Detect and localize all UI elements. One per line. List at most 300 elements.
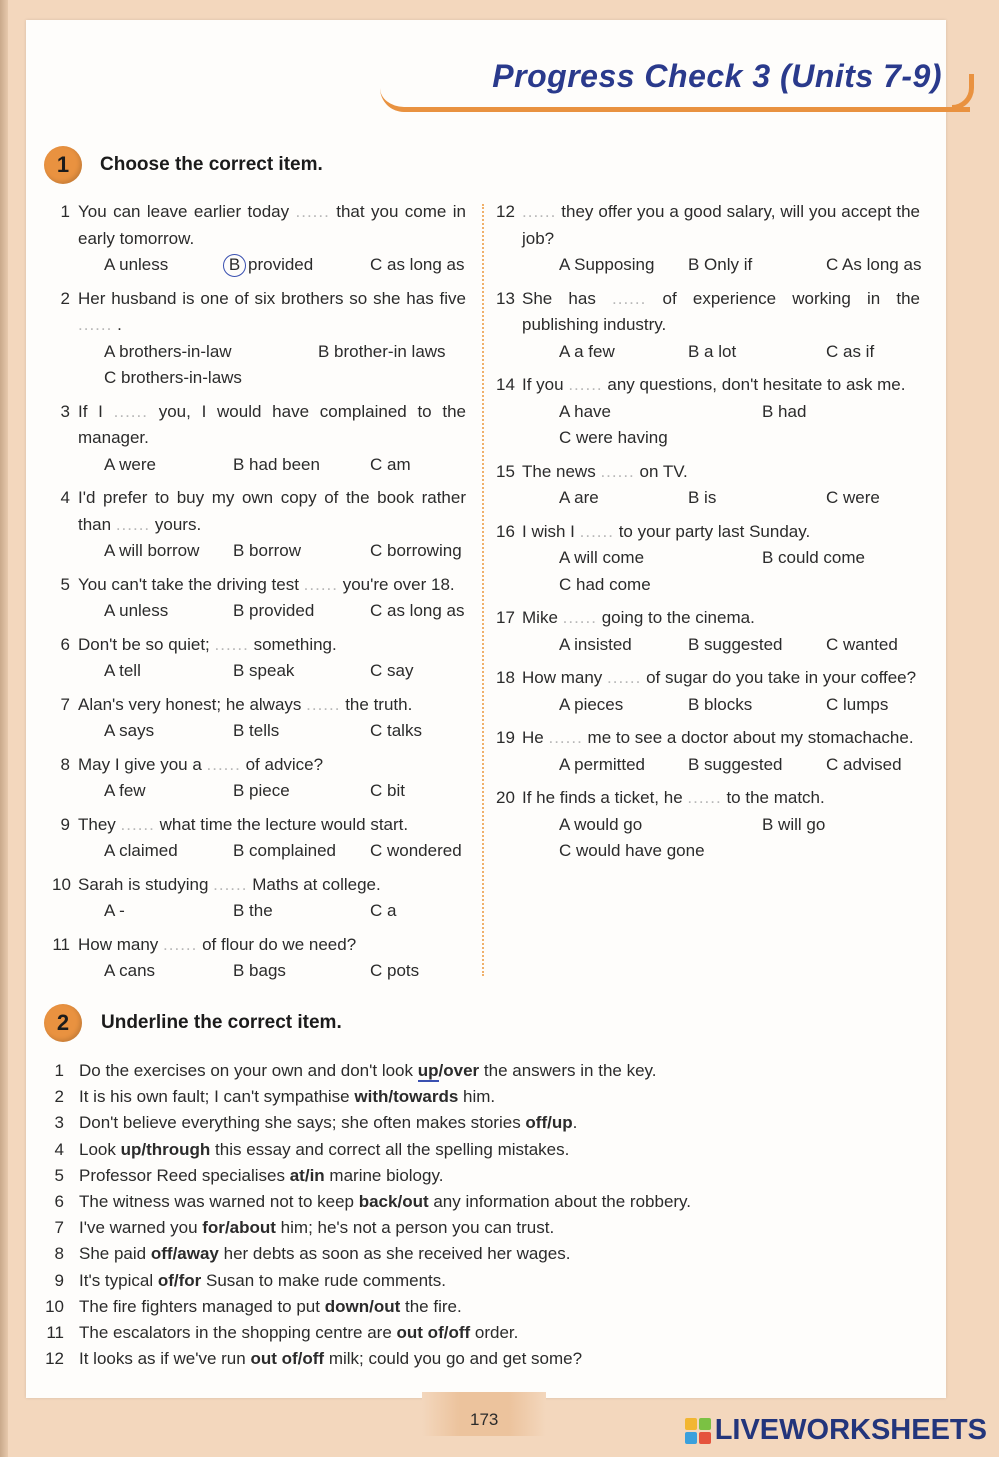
- choice-option-b[interactable]: off: [448, 1323, 471, 1343]
- option-c[interactable]: C wanted: [826, 634, 898, 654]
- sentence-text: Susan to make rude comments.: [201, 1270, 447, 1290]
- choice-option-b[interactable]: through: [146, 1139, 211, 1159]
- item-number: 12: [45, 1349, 64, 1369]
- sentence-text: The fire fighters managed to put: [79, 1296, 325, 1316]
- choice-option-a[interactable]: off: [525, 1113, 548, 1133]
- option-c[interactable]: C brothers-in-laws: [104, 368, 242, 387]
- option-b[interactable]: B suggested: [688, 754, 783, 774]
- option-a[interactable]: A will come: [559, 548, 645, 567]
- list-item: [44, 1058, 904, 1084]
- option-b[interactable]: B could come: [762, 548, 865, 567]
- question-number: 15: [496, 461, 515, 481]
- option-a[interactable]: A brothers-in-law: [104, 341, 232, 361]
- sentence-text: milk; could you go and get some?: [324, 1349, 583, 1369]
- option-c[interactable]: C as if: [826, 341, 875, 361]
- section-2-list: [44, 1058, 904, 1372]
- sentence-text: Professor Reed specialises: [79, 1165, 290, 1185]
- choice-option-a[interactable]: for: [202, 1218, 225, 1238]
- question-text: [78, 752, 466, 779]
- question-item: [52, 632, 466, 685]
- option-c[interactable]: C am: [370, 454, 411, 474]
- list-item: [44, 1268, 904, 1294]
- question-text-part: of experience working in the publishing industry.: [522, 288, 921, 334]
- item-number: 9: [54, 1270, 64, 1290]
- question-item: [52, 199, 466, 279]
- question-number: 19: [496, 728, 515, 747]
- list-item: [44, 1294, 904, 1320]
- item-number: 7: [54, 1218, 64, 1238]
- option-a[interactable]: A insisted: [559, 634, 632, 654]
- option-a[interactable]: A says: [104, 721, 155, 740]
- choice-option-b[interactable]: for: [178, 1270, 202, 1290]
- sentence-text: I've warned you: [79, 1218, 203, 1238]
- option-a[interactable]: A pieces: [559, 694, 624, 714]
- option-a[interactable]: A cans: [104, 961, 156, 980]
- sentence-text: It is his own fault; I can't sympathise: [79, 1087, 355, 1107]
- option-c[interactable]: C bit: [370, 781, 405, 800]
- answer-blank[interactable]: ......: [687, 788, 722, 807]
- option-b[interactable]: B had been: [233, 454, 320, 474]
- question-item: [496, 665, 920, 718]
- option-c[interactable]: C borrowing: [370, 541, 462, 560]
- question-text-part: me to see a doctor about my stomachache.: [582, 728, 914, 747]
- options-row: [522, 812, 920, 839]
- options-row: [78, 898, 466, 925]
- options-row: [522, 572, 920, 599]
- question-number: 10: [52, 874, 71, 894]
- choice-option-a[interactable]: up: [120, 1139, 142, 1159]
- section-2-heading: Underline the correct item.: [101, 1012, 342, 1033]
- choice-option-a[interactable]: at: [289, 1165, 305, 1185]
- option-c[interactable]: C had come: [559, 574, 651, 594]
- question-number: 20: [496, 788, 515, 807]
- question-text-part: any questions, don't hesitate to ask me.: [602, 375, 906, 394]
- option-c[interactable]: C as long as: [370, 601, 465, 620]
- question-text-part: I'd prefer to buy my own copy of the book rather than: [78, 488, 466, 534]
- answer-blank[interactable]: ......: [115, 514, 151, 534]
- question-text: [78, 932, 466, 959]
- question-item: [52, 752, 466, 805]
- option-c[interactable]: C As long as: [826, 255, 922, 274]
- choice-option-b[interactable]: off: [302, 1349, 325, 1369]
- options-row: [522, 425, 920, 452]
- question-item: [52, 286, 466, 392]
- option-c[interactable]: C wondered: [370, 841, 462, 860]
- question-text: [78, 812, 466, 839]
- answer-blank[interactable]: ......: [306, 694, 341, 714]
- question-text: [78, 692, 466, 719]
- options-row: [78, 778, 466, 805]
- question-text-part: you, I would have complained to the manager.: [78, 401, 466, 447]
- question-text-part: of sugar do you take in your coffee?: [641, 668, 917, 687]
- option-b[interactable]: B will go: [762, 814, 826, 834]
- options-row: [78, 958, 466, 985]
- options-row: [522, 632, 920, 659]
- answer-blank[interactable]: ......: [213, 874, 248, 894]
- answer-blank[interactable]: ......: [295, 202, 330, 221]
- question-text-part: to your party last Sunday.: [613, 521, 811, 541]
- sentence-text: order.: [470, 1323, 519, 1343]
- choice-separator: /: [369, 1296, 374, 1316]
- option-b[interactable]: B provided: [233, 601, 315, 620]
- choice-separator: /: [304, 1165, 310, 1185]
- sentence-text: the fire.: [400, 1296, 462, 1316]
- answer-blank[interactable]: ......: [612, 288, 647, 308]
- options-row: [78, 838, 466, 865]
- option-c[interactable]: C would have gone: [559, 841, 705, 860]
- options-row: [78, 658, 466, 685]
- question-text-part: they offer you a good salary, will you accept the job?: [522, 202, 920, 248]
- question-text-part: How many: [522, 668, 608, 687]
- question-text-part: you're over 18.: [338, 574, 455, 594]
- question-text-part: If I: [78, 401, 114, 421]
- options-row: [522, 545, 920, 572]
- question-number: 13: [496, 288, 515, 308]
- book-spine-edge: [0, 0, 8, 1457]
- question-text: [78, 286, 466, 339]
- choice-option-a[interactable]: up: [417, 1061, 439, 1080]
- question-item: [496, 725, 920, 778]
- question-text-part: You can't take the driving test: [78, 574, 304, 594]
- options-row: [522, 752, 920, 779]
- question-text-part: The news: [522, 461, 601, 481]
- question-text: [522, 665, 920, 692]
- choice-separator: /: [297, 1349, 303, 1369]
- choice-separator: /: [443, 1323, 449, 1343]
- option-a[interactable]: A few: [104, 781, 146, 800]
- column-divider: [482, 204, 484, 976]
- question-text-part: They: [78, 814, 121, 834]
- question-number: 7: [60, 694, 70, 714]
- options-row: [78, 538, 466, 565]
- option-c[interactable]: C advised: [826, 754, 902, 774]
- options-row: [78, 252, 466, 279]
- choice-option-b[interactable]: away: [177, 1244, 219, 1264]
- question-text-part: Sarah is studying: [78, 874, 214, 894]
- question-number: 11: [52, 934, 70, 954]
- choice-separator: /: [547, 1113, 552, 1133]
- question-number: 12: [496, 202, 515, 221]
- option-a[interactable]: A were: [104, 454, 156, 474]
- answer-blank[interactable]: ......: [562, 608, 597, 627]
- question-text: [522, 199, 920, 252]
- sentence-text: Look: [79, 1139, 121, 1159]
- option-a[interactable]: A would go: [559, 814, 643, 834]
- choice-option-b[interactable]: up: [551, 1113, 573, 1133]
- option-b[interactable]: B borrow: [233, 541, 302, 560]
- question-item: [496, 286, 920, 366]
- option-c[interactable]: C talks: [370, 721, 422, 740]
- sentence-text: any information about the robbery.: [428, 1192, 692, 1212]
- question-item: [52, 572, 466, 625]
- item-number: 4: [54, 1139, 64, 1159]
- question-number: 3: [60, 401, 70, 421]
- sentence-text: It looks as if we've run: [79, 1349, 251, 1369]
- list-item: [44, 1137, 904, 1163]
- option-a[interactable]: A -: [104, 901, 125, 920]
- question-text-part: Mike: [522, 608, 563, 627]
- question-text-part: of flour do we need?: [197, 934, 357, 954]
- answer-blank[interactable]: ......: [600, 461, 635, 481]
- sentence-text: marine biology.: [324, 1165, 444, 1185]
- option-c[interactable]: C were: [826, 488, 880, 507]
- question-text-part: what time the lecture would start.: [154, 814, 409, 834]
- option-b[interactable]: B had: [762, 401, 807, 421]
- logo-grid-icon: [685, 1418, 711, 1444]
- answer-blank[interactable]: ......: [548, 728, 583, 747]
- question-text-part: May I give you a: [78, 754, 207, 774]
- question-text-part: If you: [522, 375, 569, 394]
- choice-option-a[interactable]: back: [358, 1192, 398, 1212]
- question-text-part: Her husband is one of six brothers so she has five: [78, 288, 466, 308]
- question-item: [52, 932, 466, 985]
- answer-blank[interactable]: ......: [120, 814, 155, 834]
- options-row: [522, 838, 920, 865]
- sentence-text: .: [572, 1113, 578, 1133]
- question-text-part: You can leave earlier today: [78, 202, 296, 221]
- list-item: [44, 1241, 904, 1267]
- question-item: [52, 872, 466, 925]
- question-item: [52, 812, 466, 865]
- question-item: [52, 692, 466, 745]
- item-number: 1: [54, 1061, 64, 1080]
- option-b[interactable]: B Only if: [688, 255, 753, 274]
- option-b[interactable]: B is: [688, 488, 717, 507]
- question-text-part: Maths at college.: [247, 874, 381, 894]
- answer-blank[interactable]: ......: [78, 315, 113, 334]
- option-b-text: provided: [248, 255, 314, 274]
- question-text: [78, 872, 466, 899]
- choice-option-b[interactable]: over: [443, 1061, 480, 1080]
- sentence-text: Do the exercises on your own and don't look: [79, 1061, 418, 1080]
- choice-separator: /: [388, 1087, 394, 1107]
- question-text: [78, 399, 466, 452]
- question-text: [522, 785, 920, 812]
- option-c[interactable]: C were having: [559, 428, 668, 447]
- question-text-part: of advice?: [240, 754, 324, 774]
- option-a[interactable]: A unless: [104, 255, 169, 274]
- list-item: [44, 1084, 904, 1110]
- choice-separator: /: [397, 1192, 403, 1212]
- liveworksheets-logo: [685, 1414, 987, 1447]
- question-number: 16: [496, 521, 515, 541]
- sentence-text: Don't believe everything she says; she often makes stories: [79, 1113, 526, 1133]
- option-b[interactable]: B brother-in laws: [318, 341, 446, 361]
- answer-blank[interactable]: ......: [113, 401, 148, 421]
- question-text-part: He: [522, 728, 549, 747]
- item-number: 10: [45, 1296, 64, 1316]
- option-b[interactable]: B speak: [233, 661, 295, 680]
- answer-blank[interactable]: ......: [303, 574, 338, 594]
- option-a[interactable]: A tell: [104, 661, 141, 680]
- option-c[interactable]: C pots: [370, 961, 420, 980]
- list-item: [44, 1189, 904, 1215]
- options-row: [78, 365, 466, 392]
- choice-option-b[interactable]: about: [229, 1218, 276, 1238]
- question-text: [78, 632, 466, 659]
- option-b[interactable]: B tells: [233, 721, 280, 740]
- option-c[interactable]: C as long as: [370, 255, 465, 274]
- item-number: 2: [54, 1087, 64, 1107]
- options-row: [78, 452, 466, 479]
- option-b[interactable]: B piece: [233, 781, 290, 800]
- option-b[interactable]: B suggested: [688, 634, 783, 654]
- question-item: [496, 605, 920, 658]
- section-1-badge: 1: [44, 146, 82, 184]
- question-text-part: How many: [78, 934, 164, 954]
- list-item: [44, 1215, 904, 1241]
- option-a[interactable]: A unless: [104, 601, 169, 620]
- choice-option-a[interactable]: down: [324, 1296, 370, 1316]
- question-text: [522, 605, 920, 632]
- choice-separator: /: [173, 1270, 179, 1290]
- page-number: 173: [470, 1410, 499, 1429]
- question-number: 17: [496, 608, 515, 627]
- question-text: [522, 459, 920, 486]
- option-b[interactable]: B blocks: [688, 694, 753, 714]
- option-a[interactable]: A will borrow: [104, 541, 200, 560]
- question-number: 18: [496, 668, 515, 687]
- sentence-text: her debts as soon as she received her wages.: [218, 1244, 571, 1264]
- choice-option-b[interactable]: out: [373, 1296, 401, 1316]
- question-number: 2: [60, 288, 70, 308]
- section-1-right-column: [496, 199, 920, 872]
- section-1-left-column: [52, 199, 466, 992]
- question-text: [78, 485, 466, 538]
- question-number: 5: [60, 574, 70, 594]
- sentence-text: the answers in the key.: [479, 1061, 657, 1080]
- answer-blank[interactable]: ......: [163, 934, 198, 954]
- question-number: 4: [60, 488, 70, 507]
- question-item: [496, 199, 920, 279]
- list-item: [44, 1320, 904, 1346]
- answer-blank[interactable]: ......: [607, 668, 642, 687]
- question-number: 9: [60, 814, 70, 834]
- choice-option-a[interactable]: out of: [250, 1349, 298, 1369]
- choice-separator: /: [172, 1244, 178, 1264]
- question-number: 14: [496, 375, 515, 394]
- question-number: 1: [60, 202, 70, 221]
- question-text-part: yours.: [150, 514, 202, 534]
- question-text-part: Alan's very honest; he always: [78, 694, 307, 714]
- options-row: [522, 485, 920, 512]
- option-b[interactable]: B a lot: [688, 341, 737, 361]
- question-text: [522, 286, 920, 339]
- question-text-part: I wish I: [522, 521, 580, 541]
- question-item: [496, 372, 920, 452]
- option-b[interactable]: B bags: [233, 961, 286, 980]
- question-text-part: the truth.: [340, 694, 413, 714]
- options-row: [78, 598, 466, 625]
- options-row: [522, 399, 920, 426]
- choice-option-a[interactable]: with: [354, 1087, 389, 1107]
- sentence-text: She paid: [79, 1244, 151, 1264]
- option-c[interactable]: C say: [370, 661, 414, 680]
- list-item: [44, 1346, 904, 1372]
- option-a[interactable]: A claimed: [104, 841, 178, 860]
- item-number: 5: [54, 1165, 64, 1185]
- question-text: [522, 519, 920, 546]
- answer-blank[interactable]: ......: [568, 375, 603, 394]
- choice-option-a[interactable]: out of: [396, 1323, 444, 1343]
- answer-blank[interactable]: ......: [214, 634, 249, 654]
- choice-option-a[interactable]: off: [150, 1244, 173, 1264]
- options-row: [522, 692, 920, 719]
- question-item: [496, 459, 920, 512]
- choice-option-a[interactable]: of: [157, 1270, 174, 1290]
- page-title: Progress Check 3 (Units 7-9): [492, 58, 942, 94]
- option-a[interactable]: A permitted: [559, 754, 645, 774]
- option-c[interactable]: C lumps: [826, 694, 889, 714]
- question-text: [522, 372, 920, 399]
- options-row: [78, 718, 466, 745]
- option-a[interactable]: A are: [559, 488, 599, 507]
- item-number: 3: [54, 1113, 64, 1133]
- question-text-part: that you come in early tomorrow.: [78, 202, 466, 248]
- circled-letter: B: [223, 254, 246, 277]
- item-number: 11: [46, 1323, 64, 1343]
- question-number: 6: [60, 634, 70, 654]
- option-b[interactable]: B the: [233, 901, 273, 920]
- question-item: [52, 485, 466, 565]
- question-text-part: to the match.: [721, 788, 825, 807]
- option-a[interactable]: A have: [559, 401, 611, 421]
- question-item: [496, 785, 920, 865]
- choice-option-b[interactable]: towards: [393, 1087, 459, 1107]
- option-c[interactable]: C a: [370, 901, 397, 920]
- question-text-part: .: [112, 315, 122, 334]
- sentence-text: The witness was warned not to keep: [79, 1192, 359, 1212]
- title-hook-decoration: [952, 74, 974, 110]
- option-a[interactable]: A Supposing: [559, 255, 655, 274]
- choice-separator: /: [224, 1218, 230, 1238]
- choice-option-b[interactable]: in: [309, 1165, 325, 1185]
- answer-blank[interactable]: ......: [206, 754, 241, 774]
- item-number: 8: [54, 1244, 64, 1264]
- question-text: [78, 199, 466, 252]
- question-item: [52, 399, 466, 479]
- question-text-part: going to the cinema.: [596, 608, 755, 627]
- question-text-part: something.: [248, 634, 337, 654]
- choice-option-b[interactable]: out: [402, 1192, 429, 1212]
- question-text: [522, 725, 920, 752]
- list-item: [44, 1163, 904, 1189]
- answer-blank[interactable]: ......: [522, 202, 557, 221]
- question-text-part: on TV.: [634, 461, 688, 481]
- section-1-heading: Choose the correct item.: [100, 154, 323, 175]
- list-item: [44, 1110, 904, 1136]
- section-2-badge: 2: [44, 1004, 82, 1042]
- options-row: [522, 252, 920, 279]
- question-text-part: She has: [522, 288, 613, 308]
- brand-name: LIVEWORKSHEETS: [714, 1414, 987, 1446]
- question-number: 8: [60, 754, 70, 774]
- choice-separator: /: [141, 1139, 147, 1159]
- sentence-text: this essay and correct all the spelling mistakes.: [210, 1139, 570, 1159]
- option-b[interactable]: B complained: [233, 841, 337, 860]
- options-row: [522, 339, 920, 366]
- sentence-text: The escalators in the shopping centre are: [79, 1323, 397, 1343]
- sentence-text: him; he's not a person you can trust.: [275, 1218, 555, 1238]
- sentence-text: It's typical: [79, 1270, 158, 1290]
- option-b-selected[interactable]: [227, 252, 313, 279]
- question-text: [78, 572, 466, 599]
- question-item: [496, 519, 920, 599]
- question-text-part: Don't be so quiet;: [78, 634, 215, 654]
- answer-blank[interactable]: ......: [579, 521, 614, 541]
- option-a[interactable]: A a few: [559, 341, 615, 361]
- sentence-text: him.: [458, 1087, 496, 1107]
